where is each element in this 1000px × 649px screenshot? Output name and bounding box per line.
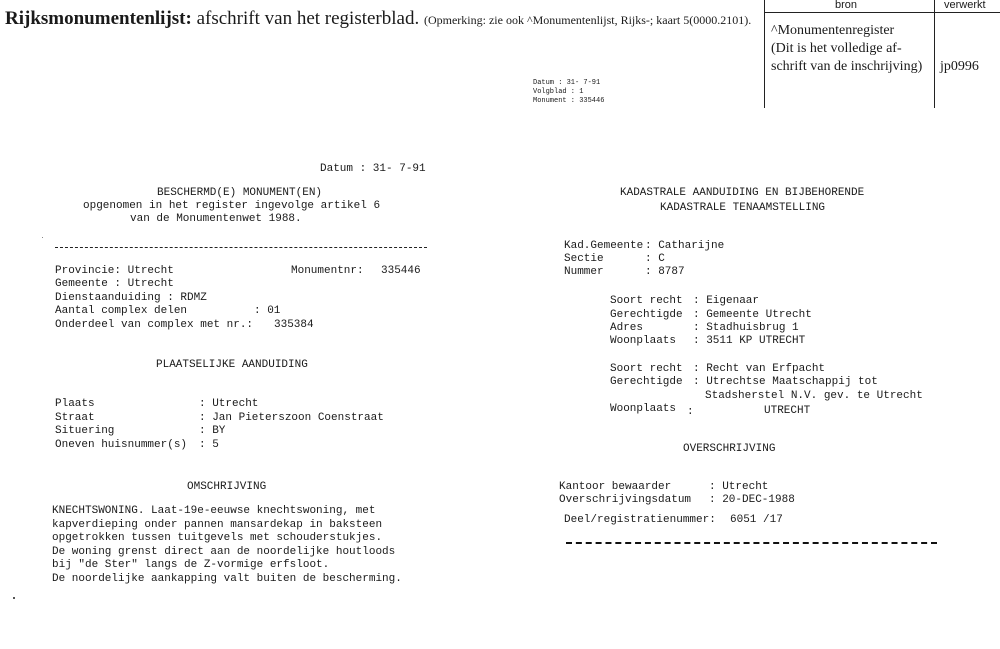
onderdeel-value: 335384 bbox=[274, 319, 314, 331]
straat-value: : Jan Pieterszoon Coenstraat bbox=[199, 412, 384, 424]
soort-recht-2-label: Soort recht bbox=[610, 363, 683, 375]
left-heading-line-1: BESCHERMD(E) MONUMENT(EN) bbox=[157, 187, 323, 199]
col-verwerkt-header: verwerkt bbox=[944, 0, 986, 11]
left-datum: Datum : 31- 7-91 bbox=[320, 163, 426, 175]
header-table-left-rule bbox=[764, 0, 765, 108]
kantoor-label: Kantoor bewaarder bbox=[559, 481, 672, 493]
plaats-heading: PLAATSELIJKE AANDUIDING bbox=[156, 359, 308, 371]
overschrijvingsdatum-value: : 20-DEC-1988 bbox=[709, 494, 795, 506]
woonplaats-2-value: UTRECHT bbox=[764, 405, 811, 417]
sectie-value: : C bbox=[645, 253, 665, 265]
adres-label: Adres bbox=[610, 322, 644, 334]
bron-line-1: ^Monumentenregister bbox=[771, 23, 895, 38]
gerechtigde-1-label: Gerechtigde bbox=[610, 309, 683, 321]
gemeente-text: Gemeente : Utrecht bbox=[55, 278, 174, 290]
omschrijving-line-3: opgetrokken tussen tuitgevels met schouderstukjes. bbox=[52, 532, 383, 544]
gerechtigde-2-value: : Utrechtse Maatschappij tot bbox=[693, 376, 878, 388]
left-heading-line-2: opgenomen in het register ingevolge artikel 6 bbox=[83, 200, 381, 212]
kad-gemeente-value: : Catharijne bbox=[645, 240, 725, 252]
omschrijving-line-1: KNECHTSWONING. Laat-19e-eeuwse knechtswoning, met bbox=[52, 505, 376, 517]
soort-recht-2-value: : Recht van Erfpacht bbox=[693, 363, 826, 375]
right-heading-line-2: KADASTRALE TENAAMSTELLING bbox=[660, 202, 826, 214]
situering-label: Situering bbox=[55, 425, 115, 437]
adres-value: : Stadhuisbrug 1 bbox=[693, 322, 799, 334]
huisnummer-label: Oneven huisnummer(s) bbox=[55, 439, 188, 451]
omschrijving-line-2: kapverdieping onder pannen mansardekap in baksteen bbox=[52, 519, 383, 531]
left-heading-line-3: van de Monumentenwet 1988. bbox=[130, 213, 302, 225]
gerechtigde-2-label: Gerechtigde bbox=[610, 376, 683, 388]
onderdeel-label: Onderdeel van complex met nr.: bbox=[55, 319, 254, 331]
nummer-value: : 8787 bbox=[645, 266, 685, 278]
sectie-label: Sectie bbox=[564, 253, 604, 265]
stamp-datum: Datum : 31- 7-91 bbox=[533, 79, 601, 87]
deel-label: Deel/registratienummer: bbox=[564, 514, 716, 526]
scan-speck bbox=[13, 597, 15, 599]
straat-label: Straat bbox=[55, 412, 95, 424]
title-remark: (Opmerking: zie ook ^Monumentenlijst, Rijks-; kaart 5(0000.2101). bbox=[423, 13, 752, 27]
title-bold: Rijksmonumentenlijst: bbox=[5, 8, 192, 29]
omschrijving-line-5: bij "de Ster" langs de Z-vormige erfsloot. bbox=[52, 559, 330, 571]
monumentnr-label: Monumentnr: bbox=[291, 265, 364, 277]
overschrijvingsdatum-label: Overschrijvingsdatum bbox=[559, 494, 692, 506]
plaats-label: Plaats bbox=[55, 398, 95, 410]
stamp-volgblad: Volgblad : 1 bbox=[533, 88, 584, 96]
aantal-label: Aantal complex delen bbox=[55, 305, 188, 317]
deel-value: 6051 /17 bbox=[730, 514, 783, 526]
woonplaats-2-colon: : bbox=[687, 406, 694, 418]
right-heading-line-1: KADASTRALE AANDUIDING EN BIJBEHORENDE bbox=[620, 187, 865, 199]
scan-speck bbox=[42, 237, 43, 238]
woonplaats-1-value: : 3511 KP UTRECHT bbox=[693, 335, 806, 347]
situering-value: : BY bbox=[199, 425, 226, 437]
nummer-label: Nummer bbox=[564, 266, 604, 278]
kantoor-value: : Utrecht bbox=[709, 481, 769, 493]
col-bron-header: bron bbox=[835, 0, 858, 11]
title-rest: afschrift van het registerblad. bbox=[196, 8, 420, 29]
bron-line-2: (Dit is het volledige af- bbox=[771, 41, 902, 56]
woonplaats-2-label: Woonplaats bbox=[610, 403, 677, 415]
right-separator bbox=[566, 542, 937, 544]
monumentnr-value: 335446 bbox=[381, 265, 421, 277]
verwerkt-value: jp0996 bbox=[940, 59, 979, 74]
soort-recht-1-label: Soort recht bbox=[610, 295, 683, 307]
omschrijving-line-4: De woning grenst direct aan de noordelijke houtloods bbox=[52, 546, 396, 558]
document-title bbox=[5, 8, 751, 31]
stamp-monument: Monument : 335446 bbox=[533, 97, 605, 105]
bron-line-3: schrift van de inschrijving) bbox=[771, 59, 923, 74]
gerechtigde-2-continued-value: Stadsherstel N.V. gev. te Utrecht bbox=[705, 390, 923, 402]
omschrijving-line-6: De noordelijke aankapping valt buiten de bescherming. bbox=[52, 573, 402, 585]
provincie-text: Provincie: Utrecht bbox=[55, 265, 174, 277]
left-separator bbox=[55, 247, 427, 248]
woonplaats-1-label: Woonplaats bbox=[610, 335, 677, 347]
header-table-top-rule bbox=[764, 12, 1000, 13]
dienstaanduiding-text: Dienstaanduiding : RDMZ bbox=[55, 292, 207, 304]
gerechtigde-1-value: : Gemeente Utrecht bbox=[693, 309, 812, 321]
header-table-mid-rule bbox=[934, 0, 935, 108]
plaats-value: : Utrecht bbox=[199, 398, 259, 410]
aantal-value: : 01 bbox=[254, 305, 281, 317]
omschrijving-heading: OMSCHRIJVING bbox=[187, 481, 267, 493]
kad-gemeente-label: Kad.Gemeente bbox=[564, 240, 644, 252]
overschrijving-heading: OVERSCHRIJVING bbox=[683, 443, 776, 455]
huisnummer-value: : 5 bbox=[199, 439, 219, 451]
soort-recht-1-value: : Eigenaar bbox=[693, 295, 760, 307]
